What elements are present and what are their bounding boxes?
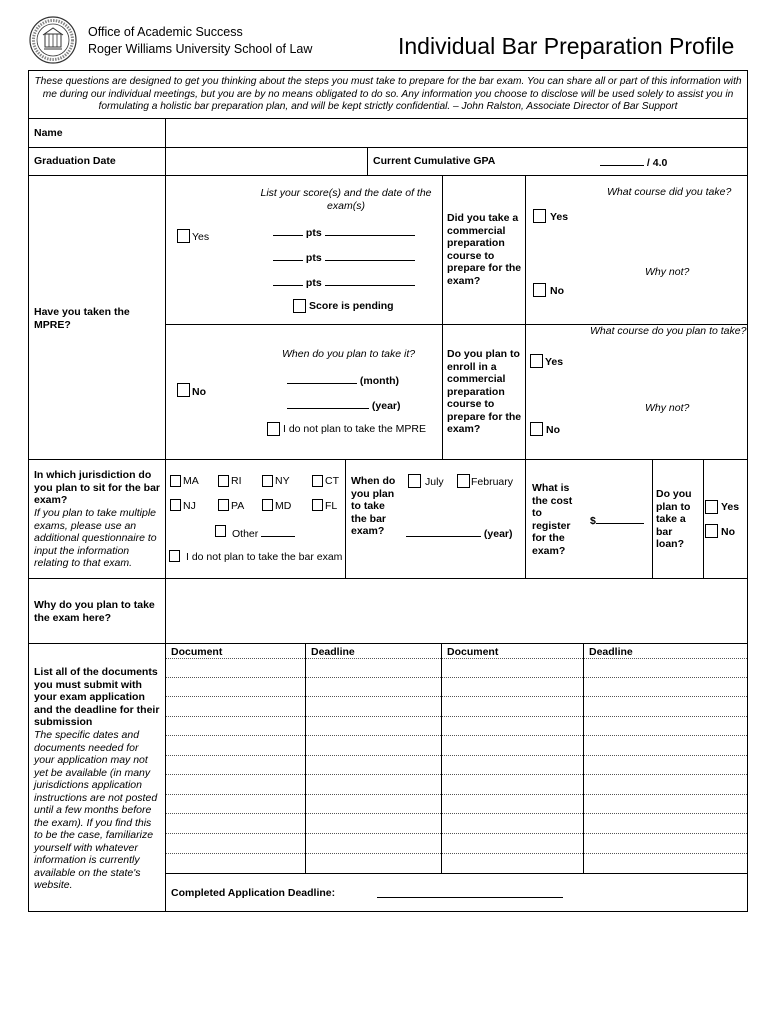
mpre-yes-checkbox[interactable] xyxy=(177,229,190,243)
no-plan-bar-label: I do not plan to take the bar exam xyxy=(186,551,343,563)
state-ri-checkbox[interactable] xyxy=(218,475,229,487)
state-other-checkbox[interactable] xyxy=(215,525,226,537)
state-ct-checkbox[interactable] xyxy=(312,475,323,487)
jurisdiction-label: In which jurisdiction do you plan to sit for the bar exam? xyxy=(34,469,161,506)
no-plan-mpre-checkbox[interactable] xyxy=(267,422,280,436)
mpre-yes-label: Yes xyxy=(192,231,210,243)
february-label: February xyxy=(471,476,514,488)
state-pa-label: PA xyxy=(231,500,245,512)
bar-loan-question: Do you plan to take a bar loan? xyxy=(656,488,692,550)
score-pending-label: Score is pending xyxy=(309,300,394,312)
mpre-year-field[interactable]: (year) xyxy=(287,398,401,413)
loan-no-label: No xyxy=(721,526,735,538)
state-ma-checkbox[interactable] xyxy=(170,475,181,487)
school-seal xyxy=(29,16,77,64)
why-not-plan-label: Why not? xyxy=(645,402,690,414)
state-nj-label: NJ xyxy=(183,500,196,512)
score-line-1[interactable]: pts xyxy=(273,225,415,240)
name-label: Name xyxy=(34,127,63,139)
course-taken-question: What course did you take? xyxy=(607,186,732,198)
scores-prompt: List your score(s) and the date of the exam(s) xyxy=(260,187,432,212)
school-name: Roger Williams University School of Law xyxy=(88,42,313,56)
state-nj-checkbox[interactable] xyxy=(170,499,181,511)
july-checkbox[interactable] xyxy=(408,474,421,488)
when-plan-prompt: When do you plan to take it? xyxy=(282,348,416,360)
state-other-field[interactable]: Other xyxy=(232,526,295,541)
state-ny-checkbox[interactable] xyxy=(262,475,273,487)
state-fl-checkbox[interactable] xyxy=(312,499,323,511)
jurisdiction-note: If you plan to take multiple exams, please use an additional questionnaire to input the information relating to that exam. xyxy=(34,507,157,569)
why-not-label: Why not? xyxy=(645,266,690,278)
commercial-yes-label: Yes xyxy=(550,211,569,223)
state-pa-checkbox[interactable] xyxy=(218,499,229,511)
loan-no-checkbox[interactable] xyxy=(705,524,718,538)
col-deadline-1: Deadline xyxy=(311,646,355,658)
completed-deadline-label: Completed Application Deadline: xyxy=(171,887,336,899)
enroll-course-question: Do you plan to enroll in a commercial preparation course to prepare for the exam? xyxy=(447,348,522,435)
july-label: July xyxy=(425,476,444,488)
mpre-no-label: No xyxy=(192,386,206,398)
state-md-label: MD xyxy=(275,500,292,512)
enroll-yes-label: Yes xyxy=(545,356,564,368)
cost-field[interactable]: $ xyxy=(590,513,644,528)
documents-grid-input[interactable] xyxy=(167,660,746,872)
documents-note: The specific dates and documents needed for your application may not yet be available (in many jurisdictions application instructions are not posted until a few months before the exam). If you find this to be the case, familiarize yourself with whatever information is currently available on the state's website. xyxy=(34,729,158,891)
course-plan-question: What course do you plan to take? xyxy=(590,325,747,337)
state-ri-label: RI xyxy=(231,475,242,487)
gpa-suffix: / 4.0 xyxy=(646,157,668,169)
mpre-label: Have you taken the MPRE? xyxy=(34,306,130,331)
score-line-3[interactable]: pts xyxy=(273,275,415,290)
february-checkbox[interactable] xyxy=(457,474,470,488)
col-document-2: Document xyxy=(447,646,499,658)
state-md-checkbox[interactable] xyxy=(262,499,273,511)
commercial-course-question: Did you take a commercial preparation course to prepare for the exam? xyxy=(447,212,522,287)
gpa-label: Current Cumulative GPA xyxy=(373,155,496,167)
score-pending-checkbox[interactable] xyxy=(293,299,306,313)
cost-question: What is the cost to register for the exam? xyxy=(532,482,573,557)
documents-label: List all of the documents you must submit with your exam application and the deadline for their submission xyxy=(34,666,160,728)
completed-deadline-field[interactable] xyxy=(377,885,563,898)
no-plan-mpre-label: I do not plan to take the MPRE xyxy=(283,423,427,435)
score-line-2[interactable]: pts xyxy=(273,250,415,265)
col-document-1: Document xyxy=(171,646,223,658)
commercial-no-label: No xyxy=(550,285,564,297)
state-ma-label: MA xyxy=(183,475,199,487)
loan-yes-checkbox[interactable] xyxy=(705,500,718,514)
mpre-no-checkbox[interactable] xyxy=(177,383,190,397)
state-ny-label: NY xyxy=(275,475,290,487)
commercial-yes-checkbox[interactable] xyxy=(533,209,546,223)
state-ct-label: CT xyxy=(325,475,339,487)
graduation-date-input[interactable] xyxy=(167,149,365,174)
enroll-yes-checkbox[interactable] xyxy=(530,354,543,368)
state-fl-label: FL xyxy=(325,500,338,512)
commercial-no-checkbox[interactable] xyxy=(533,283,546,297)
enroll-no-checkbox[interactable] xyxy=(530,422,543,436)
mpre-month-field[interactable]: (month) xyxy=(287,373,399,388)
bar-when-question: When do you plan to take the bar exam? xyxy=(351,475,396,537)
intro-text: These questions are designed to get you thinking about the steps you must take to prepare for the bar exam. You can share all or part of this information with me during our individual meetings, but you are by no means obligated to do so. Any information you choose to disclose will be used solely to assist you in formulating a holistic bar preparation plan, and will be kept strictly confidential. – John Ralston, Associate Director of Bar Support xyxy=(34,76,742,112)
no-plan-bar-checkbox[interactable] xyxy=(169,550,180,562)
graduation-date-label: Graduation Date xyxy=(34,155,116,167)
name-input[interactable] xyxy=(167,120,746,146)
why-here-input[interactable] xyxy=(167,580,746,642)
bar-year-field[interactable]: (year) xyxy=(406,526,513,541)
why-here-label: Why do you plan to take the exam here? xyxy=(34,599,155,624)
gpa-field[interactable] xyxy=(600,155,667,170)
office-name: Office of Academic Success xyxy=(88,25,243,39)
col-deadline-2: Deadline xyxy=(589,646,633,658)
enroll-no-label: No xyxy=(546,424,560,436)
loan-yes-label: Yes xyxy=(721,501,740,513)
page-title: Individual Bar Preparation Profile xyxy=(398,33,735,59)
